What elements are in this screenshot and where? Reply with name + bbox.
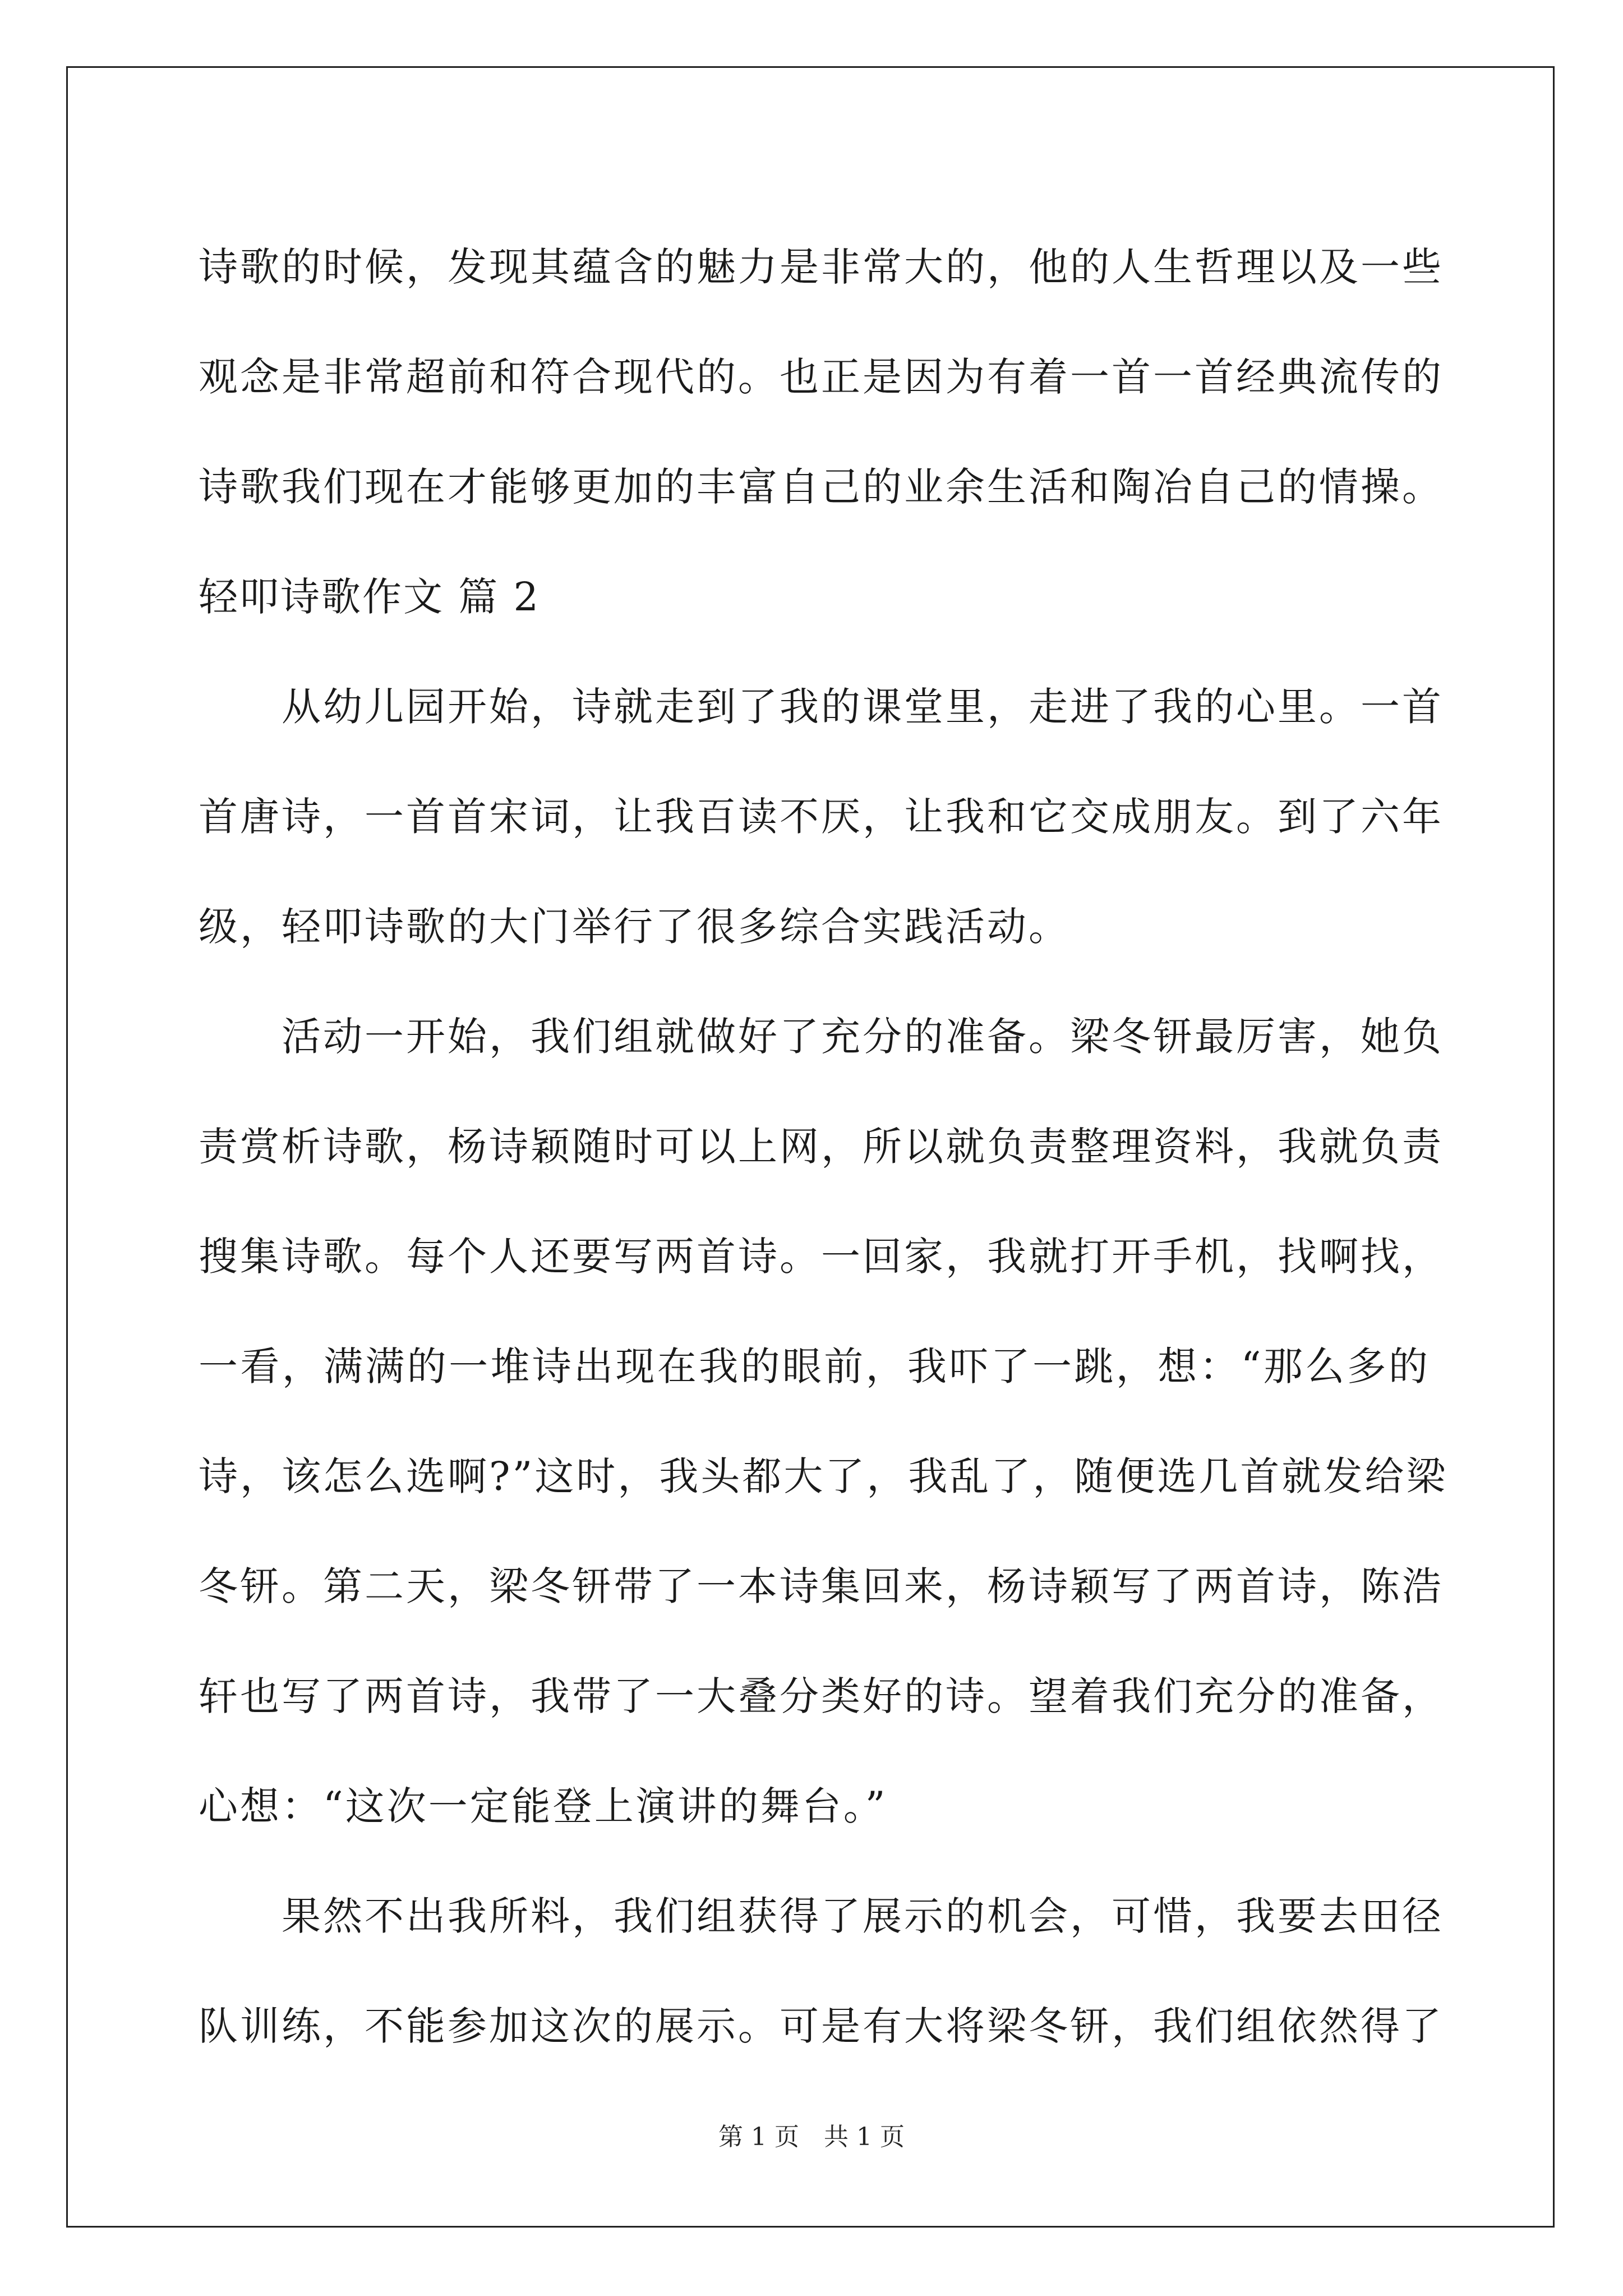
paragraph-line: 级，轻叩诗歌的大门举行了很多综合实践活动。 bbox=[199, 904, 1070, 950]
paragraph-line: 果然不出我所料，我们组获得了展示的机会，可惜，我要去田径 bbox=[282, 1893, 1444, 1939]
paragraph-line: 诗歌的时候，发现其蕴含的魅力是非常大的，他的人生哲理以及一些 bbox=[199, 244, 1444, 290]
paragraph-line: 从幼儿园开始，诗就走到了我的课堂里，走进了我的心里。一首 bbox=[282, 684, 1444, 730]
page-total: 共 1 页 bbox=[824, 2123, 905, 2151]
paragraph-line: 轩也写了两首诗，我带了一大叠分类好的诗。望着我们充分的准备， bbox=[199, 1673, 1444, 1719]
document-body bbox=[199, 212, 1448, 2081]
paragraph-line: 队训练，不能参加这次的展示。可是有大将梁冬钘，我们组依然得了 bbox=[199, 2003, 1444, 2049]
paragraph-line: 冬钘。第二天，梁冬钘带了一本诗集回来，杨诗颖写了两首诗，陈浩 bbox=[199, 1563, 1444, 1609]
paragraph-line: 诗歌我们现在才能够更加的丰富自己的业余生活和陶冶自己的情操。 bbox=[199, 464, 1444, 510]
paragraph-line: 搜集诗歌。每个人还要写两首诗。一回家，我就打开手机，找啊找， bbox=[199, 1234, 1444, 1280]
paragraph-line: 观念是非常超前和符合现代的。也正是因为有着一首一首经典流传的 bbox=[199, 354, 1444, 400]
paragraph-line: 首唐诗，一首首宋词，让我百读不厌，让我和它交成朋友。到了六年 bbox=[199, 794, 1444, 840]
paragraph-line: 一看，满满的一堆诗出现在我的眼前，我吓了一跳，想：“那么多的 bbox=[199, 1343, 1430, 1389]
paragraph-line: 活动一开始，我们组就做好了充分的准备。梁冬钘最厉害，她负 bbox=[282, 1014, 1444, 1060]
paragraph-line: 责赏析诗歌，杨诗颖随时可以上网，所以就负责整理资料，我就负责 bbox=[199, 1124, 1444, 1170]
paragraph-line: 诗，该怎么选啊?”这时，我头都大了，我乱了，随便选几首就发给梁 bbox=[199, 1453, 1448, 1499]
paragraph-line: 心想：“这次一定能登上演讲的舞台。” bbox=[199, 1783, 888, 1829]
section-heading: 轻叩诗歌作文 篇 2 bbox=[199, 574, 541, 620]
page-footer bbox=[0, 2120, 1623, 2154]
page-number: 第 1 页 bbox=[718, 2123, 799, 2151]
